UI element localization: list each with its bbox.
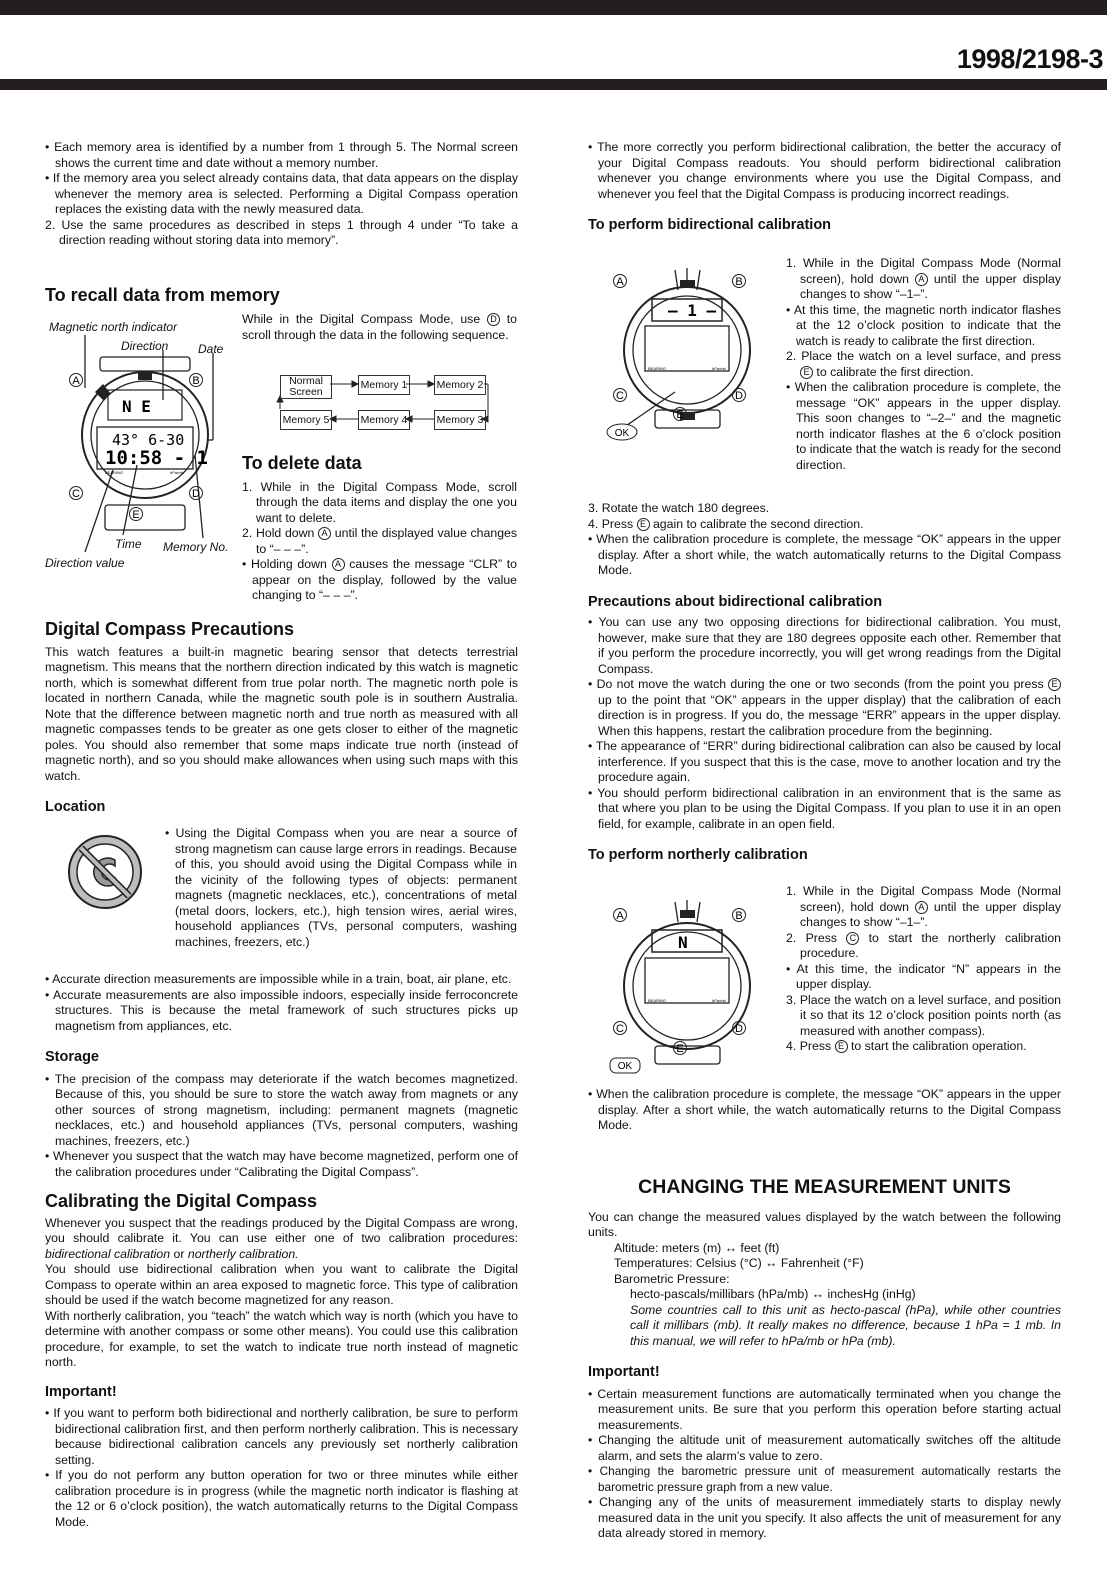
button-b-label: B	[735, 276, 743, 288]
label-direction: Direction	[121, 339, 169, 353]
paragraph: 2. Hold down A until the displayed value changes to “– – –”.	[242, 526, 518, 556]
button-a-label: A	[616, 276, 624, 288]
watch2-display-top: N	[678, 933, 688, 952]
paragraph: • You can use any two opposing directions for bidirectional calibration. You must, however, make sure that they are 180 degrees opposite each other. Remember that if you perform the procedure incorrectly, you will get wrong readings from the Digital Compass.	[588, 615, 1061, 676]
paragraph: 1. While in the Digital Compass Mode (Normal screen), hold down A until the upper display changes to show “–1–”.	[786, 256, 1061, 301]
button-c-label: C	[616, 390, 624, 402]
location-heading: Location	[45, 799, 106, 815]
watch-display-main: 10:58 - 1	[105, 447, 208, 469]
paragraph: • Using the Digital Compass when you are near a source of strong magnetism can cause large errors in readings. Because of this, you should avoid using the Digital Compass while in the vicinity of the following types of objects: permanent magnets (magnetic necklaces, etc.), concentrations of metal (metal doors, lockers, etc.), high tension wires, aerial wires, household appliances (TVs, personal computers, washing machines, freezers, etc.)	[165, 826, 518, 949]
button-d-label: D	[192, 488, 200, 500]
paragraph: 4. Press E to start the calibration operation.	[786, 1039, 1027, 1053]
watch1-ok-bubble: OK	[614, 428, 630, 439]
top-bar	[0, 0, 1107, 15]
paragraph: • When the calibration procedure is complete, the message “OK” appears in the upper display. This soon changes to “–2–” and the magnetic north indicator flashes at the 6 o’clock position to indicate that the watch is ready for the second direction.	[786, 380, 1061, 472]
paragraph: • If you do not perform any button operation for two or three minutes while either calibration procedure is in progress (while the magnetic north indicator is flashing at the 12 or 6 o’clock position), the watch automatically returns to the Digital Compass Mode.	[45, 1468, 518, 1529]
button-c-label: C	[72, 488, 80, 500]
button-a-label: A	[72, 375, 80, 387]
units-section	[588, 1176, 1062, 1542]
northerly-complete	[588, 1087, 1061, 1134]
paragraph: While in the Digital Compass Mode, use D to scroll through the data in the following sequence.	[242, 312, 517, 342]
paragraph: • If you want to perform both bidirectional and northerly calibration, be sure to perform bidirectional calibration first, and then perform northerly calibration. This is necessary because bidirectional calibration cancels any previously set northerly calibration setting.	[45, 1406, 518, 1467]
memseq-memory-1: Memory 1	[358, 375, 410, 395]
paragraph: • Changing any of the units of measurement immediately starts to display newly measured data in the unit you specify. It also affects the unit of measurement for any data already stored in memory.	[588, 1495, 1062, 1540]
paragraph: You can change the measured values displayed by the watch between the following units.	[588, 1209, 1061, 1239]
units-barometric-values: hecto-pascals/millibars (hPa/mb) ↔ inchesHg (inHg)	[630, 1287, 916, 1301]
button-e-label: E	[132, 509, 140, 521]
button-e-icon: E	[1048, 678, 1061, 691]
delete-heading: To delete data	[242, 453, 362, 473]
button-a-icon: A	[318, 527, 331, 540]
watch2-unit: hPa/mb	[712, 998, 726, 1003]
paragraph: 2. Place the watch on a level surface, and press E to calibrate the first direction.	[786, 349, 1061, 379]
precautions-section	[45, 619, 518, 816]
paragraph: 1. While in the Digital Compass Mode, scroll through the data items and display the one you want to delete.	[242, 479, 517, 525]
button-b-label: B	[192, 375, 200, 387]
paragraph: • Whenever you suspect that the watch may have become magnetized, perform one of the calibration procedures under “Calibrating the Digital Compass”.	[45, 1149, 519, 1179]
watch-diagram-bidirectional	[600, 262, 775, 442]
watch1-unit: hPa/mb	[712, 366, 726, 371]
label-direction-value: Direction value	[45, 556, 125, 570]
storage-heading: Storage	[45, 1049, 99, 1065]
delete-section	[242, 453, 518, 604]
units-heading: CHANGING THE MEASUREMENT UNITS	[638, 1176, 1011, 1198]
paragraph: 1. While in the Digital Compass Mode (Normal screen), hold down A until the upper display changes to show “–1–”.	[786, 884, 1061, 929]
paragraph: 2. Press C to start the northerly calibration procedure.	[786, 930, 1062, 960]
header-rule	[0, 79, 1107, 90]
memseq-normal: Normal Screen	[280, 375, 332, 399]
paragraph: • You should perform bidirectional calibration in an environment that is the same as that where you plan to be using the Digital Compass. If you plan to use it in an open field, for example, calibrate in an open field.	[588, 785, 1061, 831]
calibrating-heading: Calibrating the Digital Compass	[45, 1191, 318, 1211]
paragraph: 2. Use the same procedures as described in steps 1 through 4 under “To take a direction reading without storing data into memory”.	[45, 217, 518, 247]
watch-unit-label: hPa/mb	[170, 470, 184, 475]
units-altitude: Altitude: meters (m) ↔ feet (ft)	[614, 1240, 780, 1255]
paragraph: With northerly calibration, you “teach” the watch which way is north (which you have to determine with another compass or some other means). You could use this calibration procedure, for example, to set the watch to indicate true north instead of magnetic north.	[45, 1308, 518, 1369]
memseq-memory-2: Memory 2	[434, 375, 486, 395]
watch-bearing-label: BEARING	[105, 470, 124, 475]
paragraph: • The more correctly you perform bidirectional calibration, the better the accuracy of your Digital Compass readouts. You should perform bidirectional calibration whenever you change environments where you use the Digital Compass, and whenever you feel that the Digital Compass is producing incorrect readings.	[588, 140, 1062, 201]
watch2-bearing: BEARING	[648, 998, 667, 1003]
important-heading-right: Important!	[588, 1364, 660, 1380]
button-e-icon: E	[800, 366, 813, 379]
watch-display-top: N E	[122, 397, 151, 416]
paragraph: This watch features a built-in magnetic bearing sensor that detects terrestrial magnetism. This means that the northern direction indicated by this watch is magnetic north, which is somewhat different from true polar north. The magnetic north pole is located in northern Canada, while the magnetic south pole is in southern Australia. Note that the difference between magnetic north and true north as measured with all magnetic compasses tends to be greater as one gets closer to either of the magnetic poles. You should also remember that some maps indicate true north (instead of magnetic north), and so you should make allowances when using such maps with this watch.	[45, 644, 518, 783]
label-magnetic-north: Magnetic north indicator	[49, 320, 178, 334]
paragraph: You should use bidirectional calibration when you want to calibrate the Digital Compass to operate within an area exposed to magnetic force. This type of calibration should be used if the watch become magnetized for any reason.	[45, 1262, 518, 1307]
paragraph: • Changing the altitude unit of measurement automatically switches off the altitude alarm, and sets the alarm’s value to zero.	[588, 1433, 1061, 1463]
button-e-icon: E	[637, 518, 650, 531]
memseq-memory-5: Memory 5	[280, 410, 332, 430]
paragraph: 3. Rotate the watch 180 degrees.	[588, 501, 770, 515]
memseq-memory-4: Memory 4	[358, 410, 410, 430]
paragraph: • Changing the barometric pressure unit of measurement automatically restarts the barometric pressure graph from a new value.	[588, 1464, 1061, 1494]
button-e-icon: E	[835, 1040, 848, 1053]
location-text	[165, 826, 517, 950]
paragraph: • Certain measurement functions are automatically terminated when you change the measurement units. Be sure that you perform this operation before starting actual measurements.	[588, 1386, 1061, 1432]
watch2-ok-bubble: OK	[617, 1061, 633, 1072]
recall-heading-block	[45, 285, 518, 305]
bidirectional-continued	[588, 501, 1061, 864]
button-c-icon: C	[846, 932, 859, 945]
paragraph: • When the calibration procedure is complete, the message “OK” appears in the upper display. After a short while, the watch automatically returns to the Digital Compass Mode.	[588, 1087, 1061, 1132]
paragraph: • If the memory area you select already contains data, that data appears on the display whenever the memory area is selected. Performing a Digital Compass operation replaces the existing data with the newly measured data.	[45, 171, 518, 216]
paragraph: • The precision of the compass may deteriorate if the watch becomes magnetized. Because of this, you should be sure to store the watch away from magnets or any other sources of strong magnetism, including: permanent magnets (magnetic necklaces, etc.) and household appliances (TVs, personal computers, washing machines, freezers, etc.)	[45, 1071, 518, 1148]
button-a-icon: A	[915, 901, 928, 914]
label-date: Date	[198, 342, 224, 356]
paragraph: • At this time, the indicator “N” appears in the upper display.	[786, 961, 1061, 991]
paragraph: • At this time, the magnetic north indicator flashes at the 12 o’clock position to indicate that the watch is ready to calibrate the first direction.	[786, 302, 1061, 348]
paragraph: 4. Press E again to calibrate the second direction.	[588, 516, 864, 531]
units-note: Some countries call to this unit as hecto-pascal (hPa), while other countries call it millibars (mb). It really makes no difference, because 1 hPa = 1 mb. In this manual, we will refer to hPa/mb or hPa (mb).	[630, 1302, 1061, 1348]
button-a-icon: A	[332, 558, 345, 571]
button-a-icon: A	[915, 273, 928, 286]
watch-diagram-northerly	[600, 898, 775, 1078]
button-d-icon: D	[487, 313, 500, 326]
watch1-bearing: BEARING	[648, 366, 667, 371]
paragraph: • The appearance of “ERR” during bidirectional calibration can also be caused by local interference. If you suspect that this is the case, move to another location and try the procedure again.	[588, 739, 1061, 784]
location-more	[45, 972, 518, 1530]
paragraph: • Holding down A causes the message “CLR” to appear on the display, followed by the value changing to “– – –”.	[242, 557, 517, 602]
units-temperature: Temperatures: Celsius (°C) ↔ Fahrenheit (°F)	[614, 1256, 864, 1270]
label-memory-no: Memory No.	[163, 540, 229, 554]
units-barometric: Barometric Pressure:	[614, 1271, 730, 1286]
watch-display-mid: 43° 6-30	[112, 431, 185, 449]
recall-heading: To recall data from memory	[45, 285, 280, 305]
paragraph: 3. Place the watch on a level surface, and position it so that its 12 o’clock position points north (as measured with another compass).	[786, 992, 1061, 1038]
button-c-label: C	[616, 1023, 624, 1035]
memseq-memory-3: Memory 3	[434, 410, 486, 430]
button-e-label: E	[676, 409, 684, 421]
button-e-label: E	[676, 1043, 684, 1055]
bidirectional-steps	[786, 256, 1061, 473]
left-intro	[45, 140, 518, 249]
northerly-heading: To perform northerly calibration	[588, 847, 808, 863]
paragraph: • Each memory area is identified by a number from 1 through 5. The Normal screen shows the current time and date without a memory number.	[45, 140, 518, 170]
no-magnet-icon	[65, 832, 145, 912]
important-heading-left: Important!	[45, 1383, 117, 1400]
paragraph: • When the calibration procedure is complete, the message “OK” appears in the upper display. After a short while, the watch automatically returns to the Digital Compass Mode.	[588, 532, 1061, 577]
right-intro	[588, 140, 1061, 234]
watch1-display-top: – 1 –	[668, 301, 717, 320]
button-d-label: D	[735, 1023, 743, 1035]
paragraph: • Accurate direction measurements are impossible while in a train, boat, air plane, etc.	[45, 972, 512, 986]
paragraph: • Accurate measurements are also impossible indoors, especially inside ferroconcrete structures. This is because the metal framework of such structures picks up magnetism from appliances, etc.	[45, 987, 518, 1033]
recall-text	[242, 312, 517, 343]
paragraph: • Do not move the watch during the one or two seconds (from the point you press E up to the point that “OK” appears in the upper display) that the calibration of each direction is in progress. If you do, the message “ERR” appears in the upper display. When this happens, restart the calibration procedure from the beginning.	[588, 677, 1061, 738]
button-b-label: B	[735, 910, 743, 922]
bidirectional-heading: To perform bidirectional calibration	[588, 217, 832, 233]
paragraph: Whenever you suspect that the readings produced by the Digital Compass are wrong, you should calibrate it. You can use either one of two calibration procedures: bidirectional calibration or northerly calibration.	[45, 1215, 518, 1261]
page-number: 1998/2198-3	[956, 44, 1103, 74]
button-a-label: A	[616, 910, 624, 922]
northerly-steps	[786, 884, 1061, 1055]
watch-diagram-recall	[45, 330, 240, 560]
precautions-bidirectional-heading: Precautions about bidirectional calibration	[588, 593, 883, 610]
label-time: Time	[115, 537, 142, 551]
button-d-label: D	[735, 390, 743, 402]
precautions-heading: Digital Compass Precautions	[45, 619, 295, 639]
